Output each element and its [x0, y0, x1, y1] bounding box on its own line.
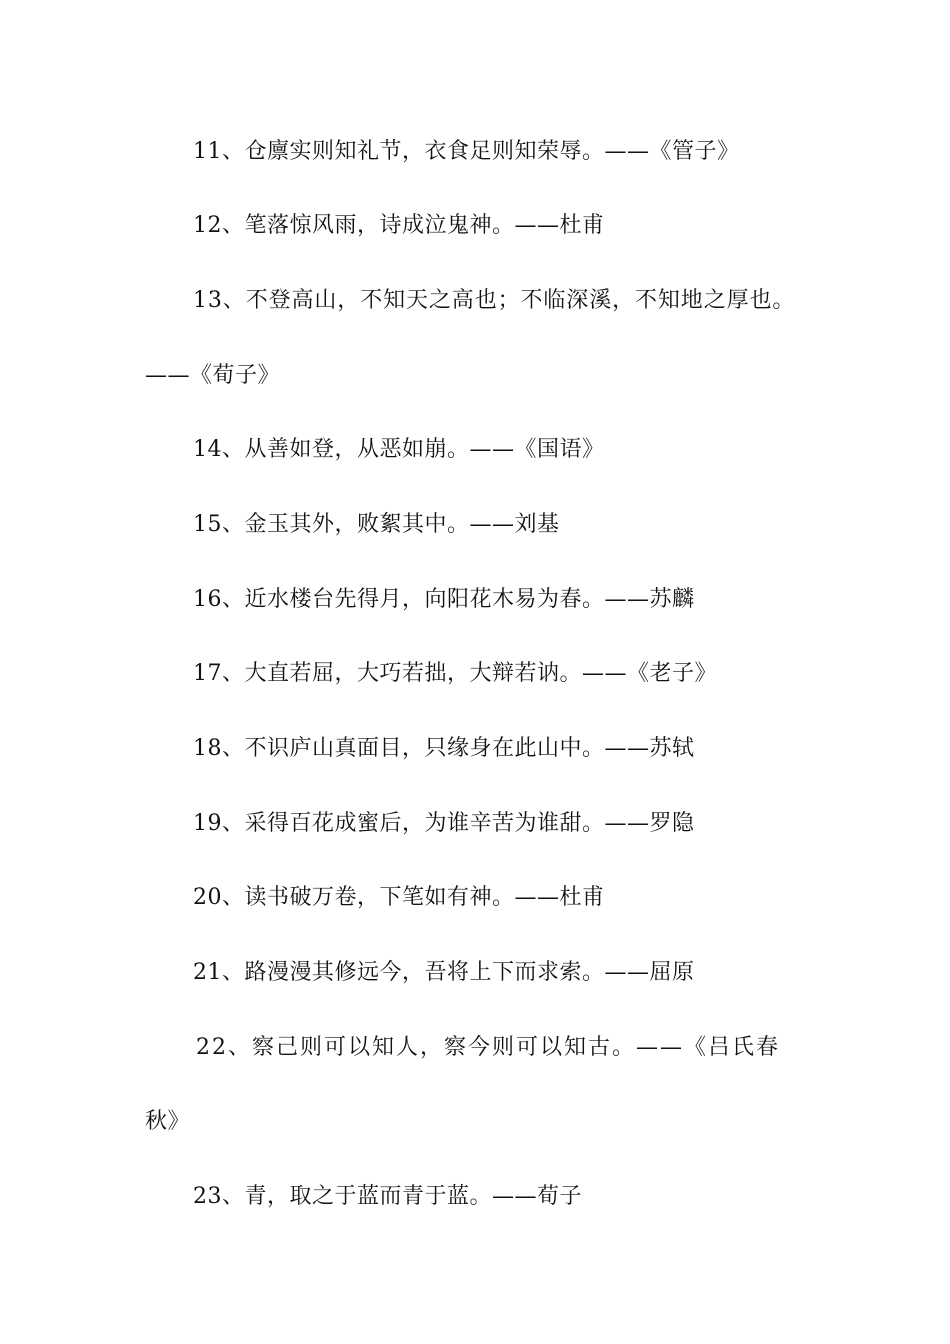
quote-16: 16、近水楼台先得月，向阳花木易为春。——苏麟 [193, 587, 695, 612]
quote-18: 18、不识庐山真面目，只缘身在此山中。——苏轼 [193, 736, 695, 761]
quote-19: 19、采得百花成蜜后，为谁辛苦为谁甜。——罗隐 [193, 811, 695, 836]
quote-11: 11、仓廪实则知礼节，衣食足则知荣辱。——《管子》 [193, 139, 740, 164]
quote-14: 14、从善如登，从恶如崩。——《国语》 [193, 437, 605, 462]
quote-21: 21、路漫漫其修远今，吾将上下而求索。——屈原 [193, 960, 695, 985]
quote-22-line-1: 22、察己则可以知人，察今则可以知古。——《吕氏春 [196, 1035, 780, 1060]
quote-12: 12、笔落惊风雨，诗成泣鬼神。——杜甫 [193, 213, 605, 238]
quote-23: 23、青，取之于蓝而青于蓝。——荀子 [193, 1184, 582, 1209]
quote-13-line-2: ——《荀子》 [145, 363, 281, 388]
quote-17: 17、大直若屈，大巧若拙，大辩若讷。——《老子》 [193, 661, 717, 686]
quote-15: 15、金玉其外，败絮其中。——刘基 [193, 512, 560, 537]
quote-20: 20、读书破万卷，下笔如有神。——杜甫 [193, 885, 605, 910]
quote-22-line-2: 秋》 [145, 1109, 191, 1134]
quote-13-line-1: 13、不登高山，不知天之高也；不临深溪，不知地之厚也。 [193, 288, 796, 313]
